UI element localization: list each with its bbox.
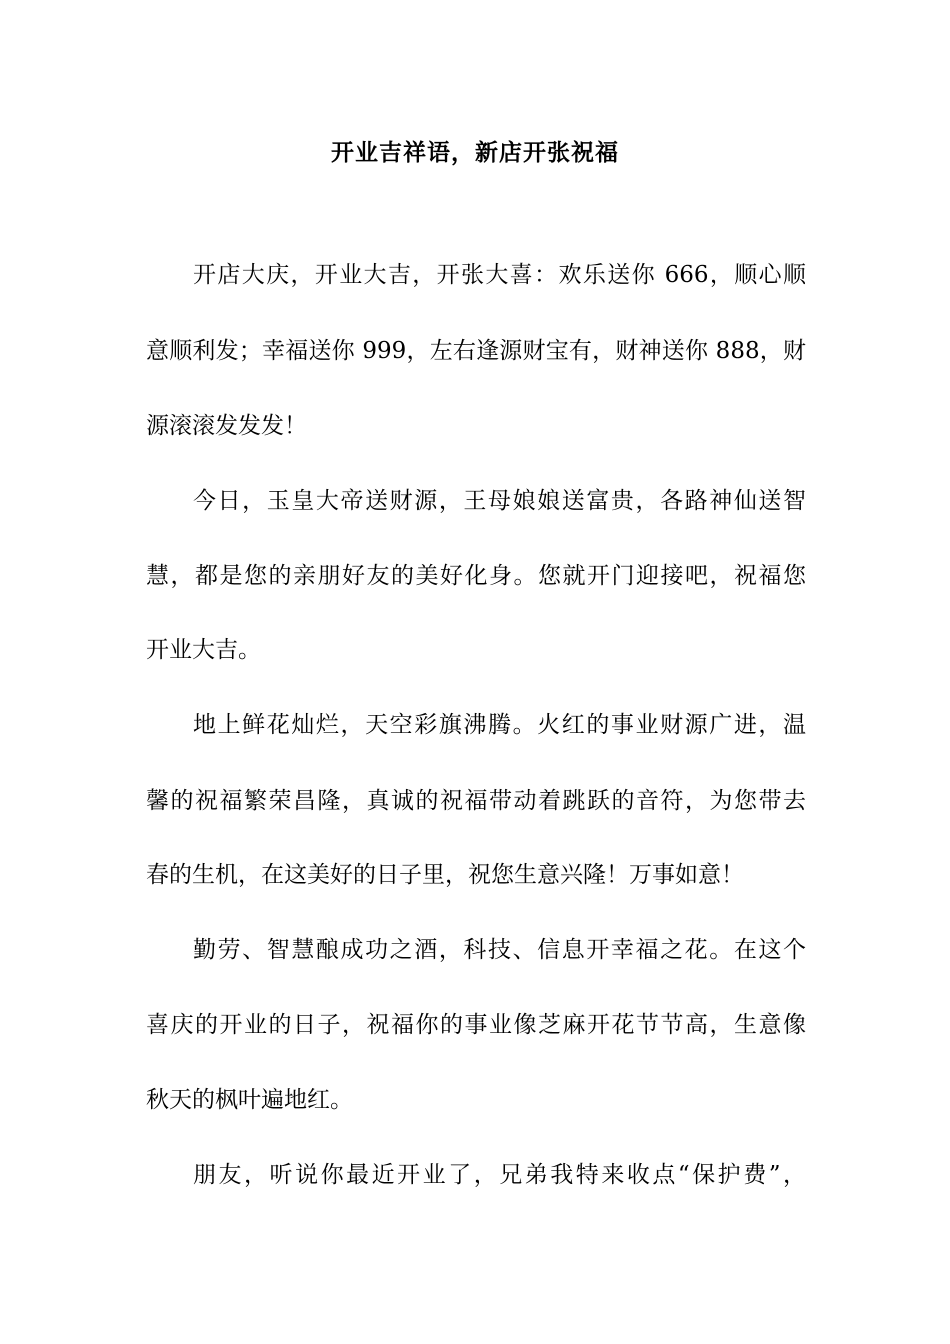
paragraph-2-line-3: 开业大吉。 [146, 637, 261, 663]
paragraph-1-line-1: 开店大庆，开业大吉，开张大喜：欢乐送你 666，顺心顺 [193, 262, 806, 288]
paragraph-1-line-3: 源滚滚发发发！ [146, 413, 307, 439]
paragraph-2-line-1: 今日，玉皇大帝送财源，王母娘娘送富贵，各路神仙送智 [193, 488, 806, 514]
paragraph-5-line-1: 朋友，听说你最近开业了，兄弟我特来收点“保护费”， [193, 1162, 806, 1188]
paragraph-4-line-2: 喜庆的开业的日子，祝福你的事业像芝麻开花节节高，生意像 [146, 1012, 806, 1038]
paragraph-2-line-2: 慧，都是您的亲朋好友的美好化身。您就开门迎接吧，祝福您 [146, 563, 806, 589]
paragraph-3-line-2: 馨的祝福繁荣昌隆，真诚的祝福带动着跳跃的音符，为您带去 [146, 788, 806, 814]
paragraph-4-line-1: 勤劳、智慧酿成功之酒，科技、信息开幸福之花。在这个 [193, 937, 806, 963]
paragraph-1-line-2: 意顺利发；幸福送你 999，左右逢源财宝有，财神送你 888，财 [146, 338, 806, 364]
paragraph-3-line-1: 地上鲜花灿烂，天空彩旗沸腾。火红的事业财源广进，温 [193, 712, 806, 738]
paragraph-3-line-3: 春的生机，在这美好的日子里，祝您生意兴隆！万事如意！ [146, 862, 744, 888]
document-title: 开业吉祥语，新店开张祝福 [331, 140, 619, 166]
paragraph-4-line-3: 秋天的枫叶遍地红。 [146, 1087, 353, 1113]
